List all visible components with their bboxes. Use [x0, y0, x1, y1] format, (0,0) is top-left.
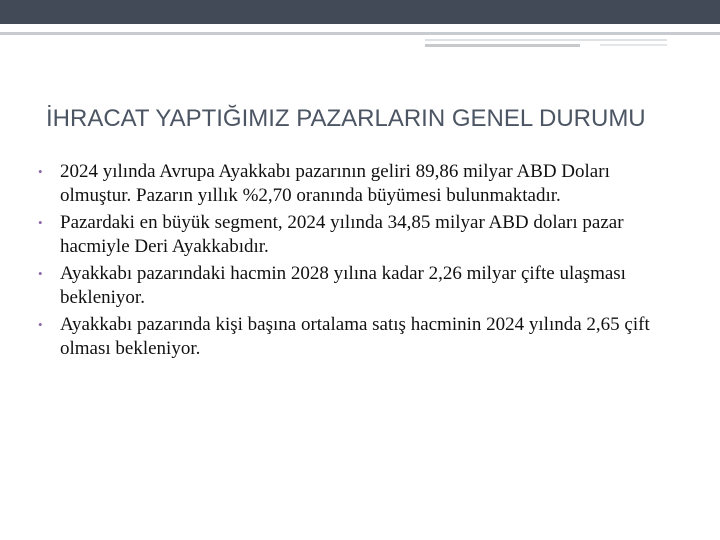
bullet-item	[36, 211, 676, 259]
bullet-icon: •	[38, 317, 43, 332]
top-gap	[0, 24, 720, 32]
bullet-item	[36, 262, 676, 310]
top-banner	[0, 0, 720, 24]
bullet-icon: •	[38, 266, 43, 281]
slide-title: İHRACAT YAPTIĞIMIZ PAZARLARIN GENEL DURUMU	[46, 105, 646, 132]
bullet-text: 2024 yılında Avrupa Ayakkabı pazarının geliri 89,86 milyar ABD Doları olmuştur. Pazarın yıllık %2,70 oranında büyümesi bulunmaktadır.	[60, 161, 610, 206]
bullet-text: Ayakkabı pazarındaki hacmin 2028 yılına kadar 2,26 milyar çifte ulaşması bekleniyor.	[60, 263, 626, 308]
decorative-stripe	[0, 32, 720, 35]
bullet-text: Pazardaki en büyük segment, 2024 yılında 34,85 milyar ABD doları pazar hacmiyle Deri Ayakkabıdır.	[60, 212, 624, 257]
decorative-stripe	[425, 44, 580, 47]
decorative-stripe	[425, 39, 667, 41]
bullet-text: Ayakkabı pazarında kişi başına ortalama satış hacminin 2024 yılında 2,65 çift olması bekleniyor.	[60, 314, 650, 359]
bullet-item	[36, 313, 676, 361]
bullet-icon: •	[38, 215, 43, 230]
bullet-list	[36, 160, 676, 364]
decorative-stripe	[600, 44, 667, 46]
bullet-icon: •	[38, 164, 43, 179]
bullet-item	[36, 160, 676, 208]
